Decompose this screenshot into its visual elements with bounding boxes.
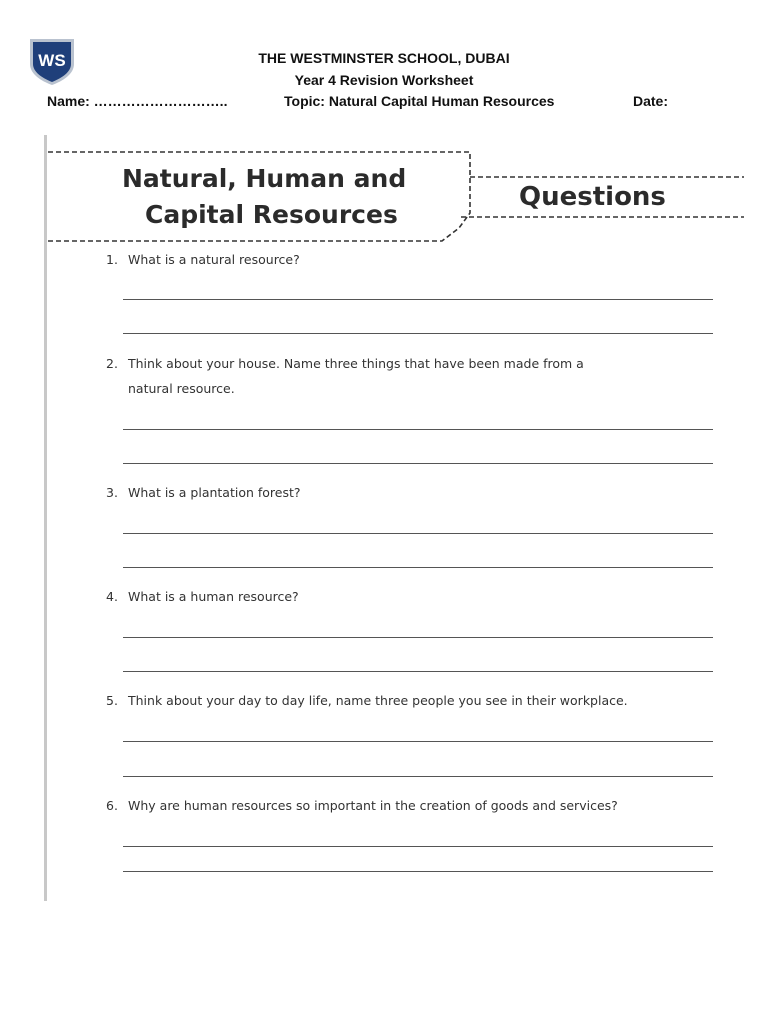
- banner-questions-label: Questions: [519, 182, 666, 212]
- answer-line[interactable]: [123, 429, 713, 430]
- date-label: Date:: [633, 93, 669, 109]
- worksheet-subtitle: Year 4 Revision Worksheet: [294, 72, 474, 88]
- question-3-number: 3.: [106, 485, 118, 500]
- question-5-number: 5.: [106, 693, 118, 708]
- question-6-text: Why are human resources so important in the creation of goods and services?: [128, 798, 618, 813]
- question-4-number: 4.: [106, 589, 118, 604]
- answer-line[interactable]: [123, 463, 713, 464]
- answer-line[interactable]: [123, 671, 713, 672]
- question-4-text: What is a human resource?: [128, 589, 299, 604]
- answer-line[interactable]: [123, 567, 713, 568]
- answer-line[interactable]: [123, 637, 713, 638]
- left-margin-rule: [44, 135, 47, 901]
- logo-text: WS: [38, 51, 66, 70]
- name-field-label: Name: ………………………..: [47, 93, 228, 109]
- banner-title-line1: Natural, Human and: [122, 164, 407, 193]
- question-1-text: What is a natural resource?: [128, 252, 300, 267]
- answer-line[interactable]: [123, 871, 713, 872]
- banner-title-line2: Capital Resources: [145, 200, 398, 229]
- question-2-text-cont: natural resource.: [128, 381, 235, 396]
- question-2-text: Think about your house. Name three things that have been made from a: [128, 356, 584, 371]
- school-name: THE WESTMINSTER SCHOOL, DUBAI: [258, 50, 510, 66]
- answer-line[interactable]: [123, 299, 713, 300]
- question-5-text: Think about your day to day life, name three people you see in their workplace.: [128, 693, 628, 708]
- topic-label: Topic: Natural Capital Human Resources: [284, 93, 555, 109]
- question-6-number: 6.: [106, 798, 118, 813]
- question-1-number: 1.: [106, 252, 118, 267]
- answer-line[interactable]: [123, 846, 713, 847]
- answer-line[interactable]: [123, 776, 713, 777]
- answer-line[interactable]: [123, 533, 713, 534]
- question-2-number: 2.: [106, 356, 118, 371]
- question-3-text: What is a plantation forest?: [128, 485, 301, 500]
- answer-line[interactable]: [123, 741, 713, 742]
- answer-line[interactable]: [123, 333, 713, 334]
